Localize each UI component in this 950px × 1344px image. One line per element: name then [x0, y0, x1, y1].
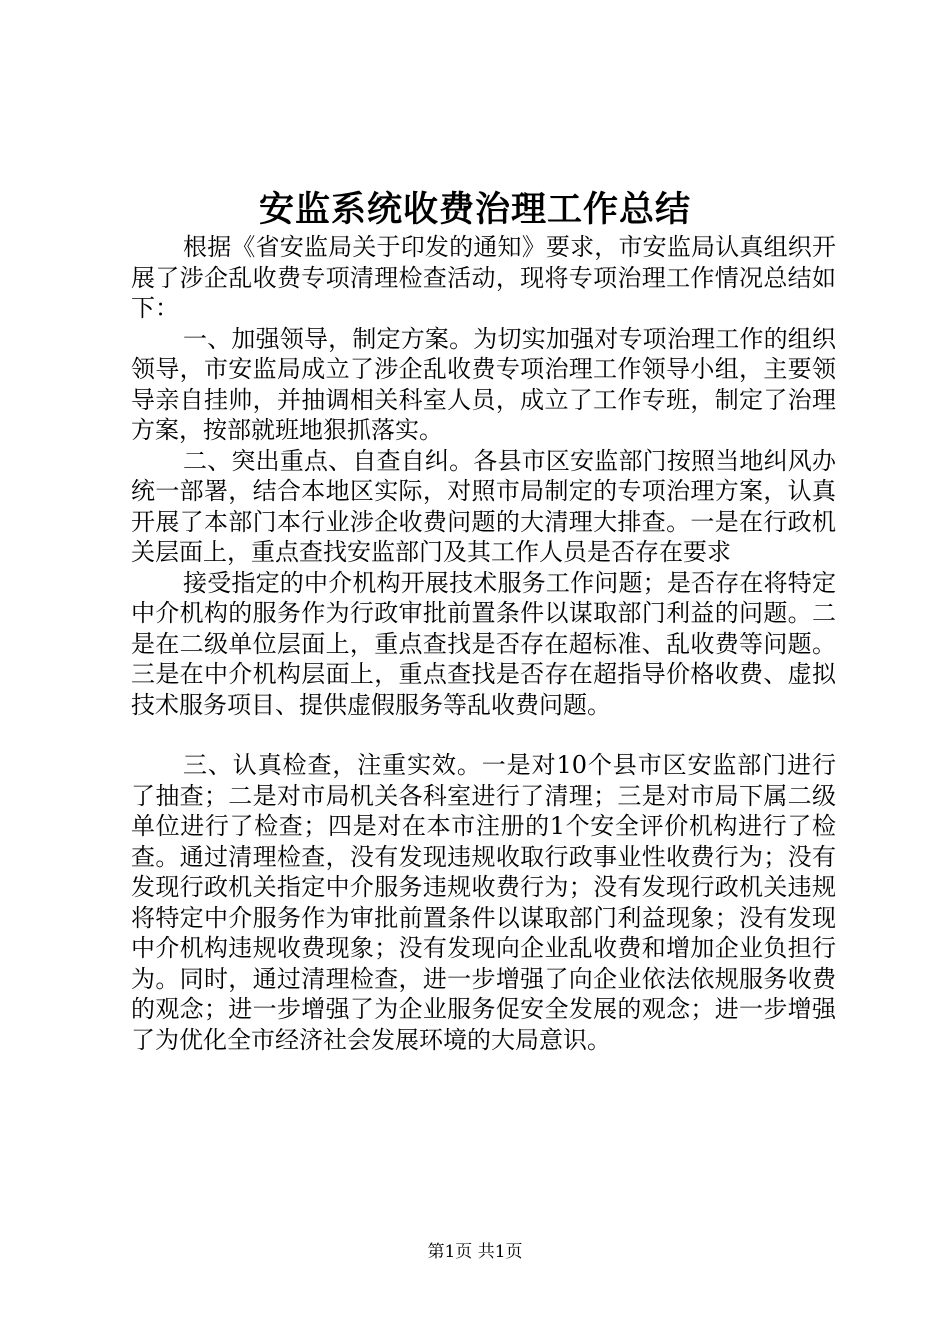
paragraph-section-2-continued: 接受指定的中介机构开展技术服务工作问题；是否存在将特定中介机构的服务作为行政审批前置条件以谋取部门利益的问题。二是在二级单位层面上，重点查找是否存在超标准、乱收费等问题。三是在中介机构层面上，重点查找是否存在超指导价格收费、虚拟技术服务项目、提供虚假服务等乱收费问题。 — [131, 568, 836, 719]
document-body — [131, 232, 836, 1055]
paragraph-section-3: 三、认真检查，注重实效。一是对10个县市区安监部门进行了抽查；二是对市局机关各科室进行了清理；三是对市局下属二级单位进行了检查；四是对在本市注册的1个安全评价机构进行了检查。通过清理检查，没有发现违规收取行政事业性收费行为；没有发现行政机关指定中介服务违规收费行为；没有发现行政机关违规将特定中介服务作为审批前置条件以谋取部门利益现象；没有发现中介机构违规收费现象；没有发现向企业乱收费和增加企业负担行为。同时，通过清理检查，进一步增强了向企业依法依规服务收费的观念；进一步增强了为企业服务促安全发展的观念；进一步增强了为优化全市经济社会发展环境的大局意识。 — [131, 751, 836, 1054]
paragraph-section-2: 二、突出重点、自查自纠。各县市区安监部门按照当地纠风办统一部署，结合本地区实际，对照市局制定的专项治理方案，认真开展了本部门本行业涉企收费问题的大清理大排查。一是在行政机关层面上，重点查找安监部门及其工作人员是否存在要求 — [131, 446, 836, 566]
paragraph-section-1: 一、加强领导，制定方案。为切实加强对专项治理工作的组织领导，市安监局成立了涉企乱收费专项治理工作领导小组，主要领导亲自挂帅，并抽调相关科室人员，成立了工作专班，制定了治理方案，按部就班地狠抓落实。 — [131, 324, 836, 444]
page-footer: 第1页 共1页 — [427, 1242, 523, 1262]
document-title: 安监系统收费治理工作总结 — [258, 189, 691, 230]
paragraph-intro: 根据《省安监局关于印发的通知》要求，市安监局认真组织开展了涉企乱收费专项清理检查活动，现将专项治理工作情况总结如下： — [131, 233, 836, 322]
